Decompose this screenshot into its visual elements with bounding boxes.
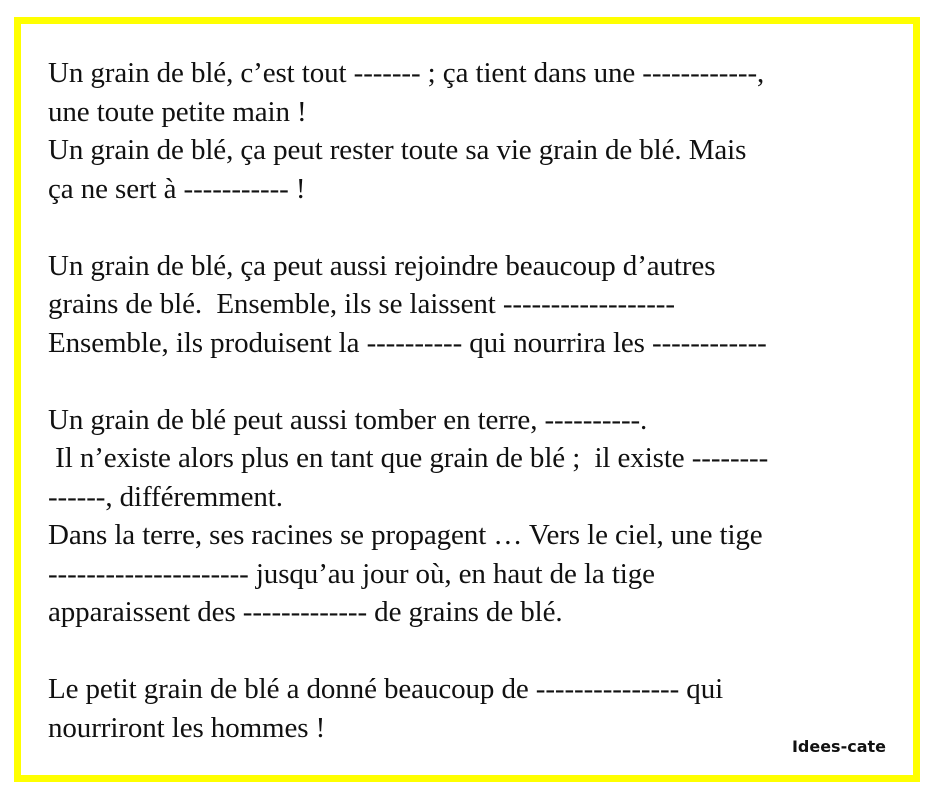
worksheet-frame	[14, 17, 920, 782]
text-line: --------------------- jusqu’au jour où, en haut de la tige	[48, 557, 655, 590]
text-line: nourriront les hommes !	[48, 711, 326, 744]
text-line: ça ne sert à ----------- !	[48, 172, 306, 205]
text-line: Un grain de blé, ça peut aussi rejoindre beaucoup d’autres	[48, 249, 716, 282]
text-line: Il n’existe alors plus en tant que grain de blé ; il existe --------	[48, 442, 769, 474]
text-line: Un grain de blé, c’est tout ------- ; ça tient dans une ------------,	[48, 57, 765, 89]
text-line: Un grain de blé, ça peut rester toute sa vie grain de blé. Mais	[48, 134, 747, 166]
paragraph-gap	[48, 208, 908, 247]
paragraph-gap	[48, 362, 908, 401]
text-line: Le petit grain de blé a donné beaucoup de --------------- qui	[48, 673, 724, 705]
text-line: Un grain de blé peut aussi tomber en terre, ----------.	[48, 403, 648, 436]
credit-label: Idees-cate	[791, 737, 886, 756]
paragraph-gap	[48, 632, 908, 671]
text-line: ------, différemment.	[48, 480, 283, 513]
text-line: apparaissent des ------------- de grains de blé.	[48, 596, 563, 628]
text-line: grains de blé. Ensemble, ils se laissent ------------------	[48, 288, 675, 320]
text-line: Ensemble, ils produisent la ---------- qui nourrira les ------------	[48, 326, 767, 359]
text-line: une toute petite main !	[48, 95, 307, 128]
text-line: Dans la terre, ses racines se propagent … Vers le ciel, une tige	[48, 519, 763, 551]
worksheet-text	[48, 54, 908, 747]
